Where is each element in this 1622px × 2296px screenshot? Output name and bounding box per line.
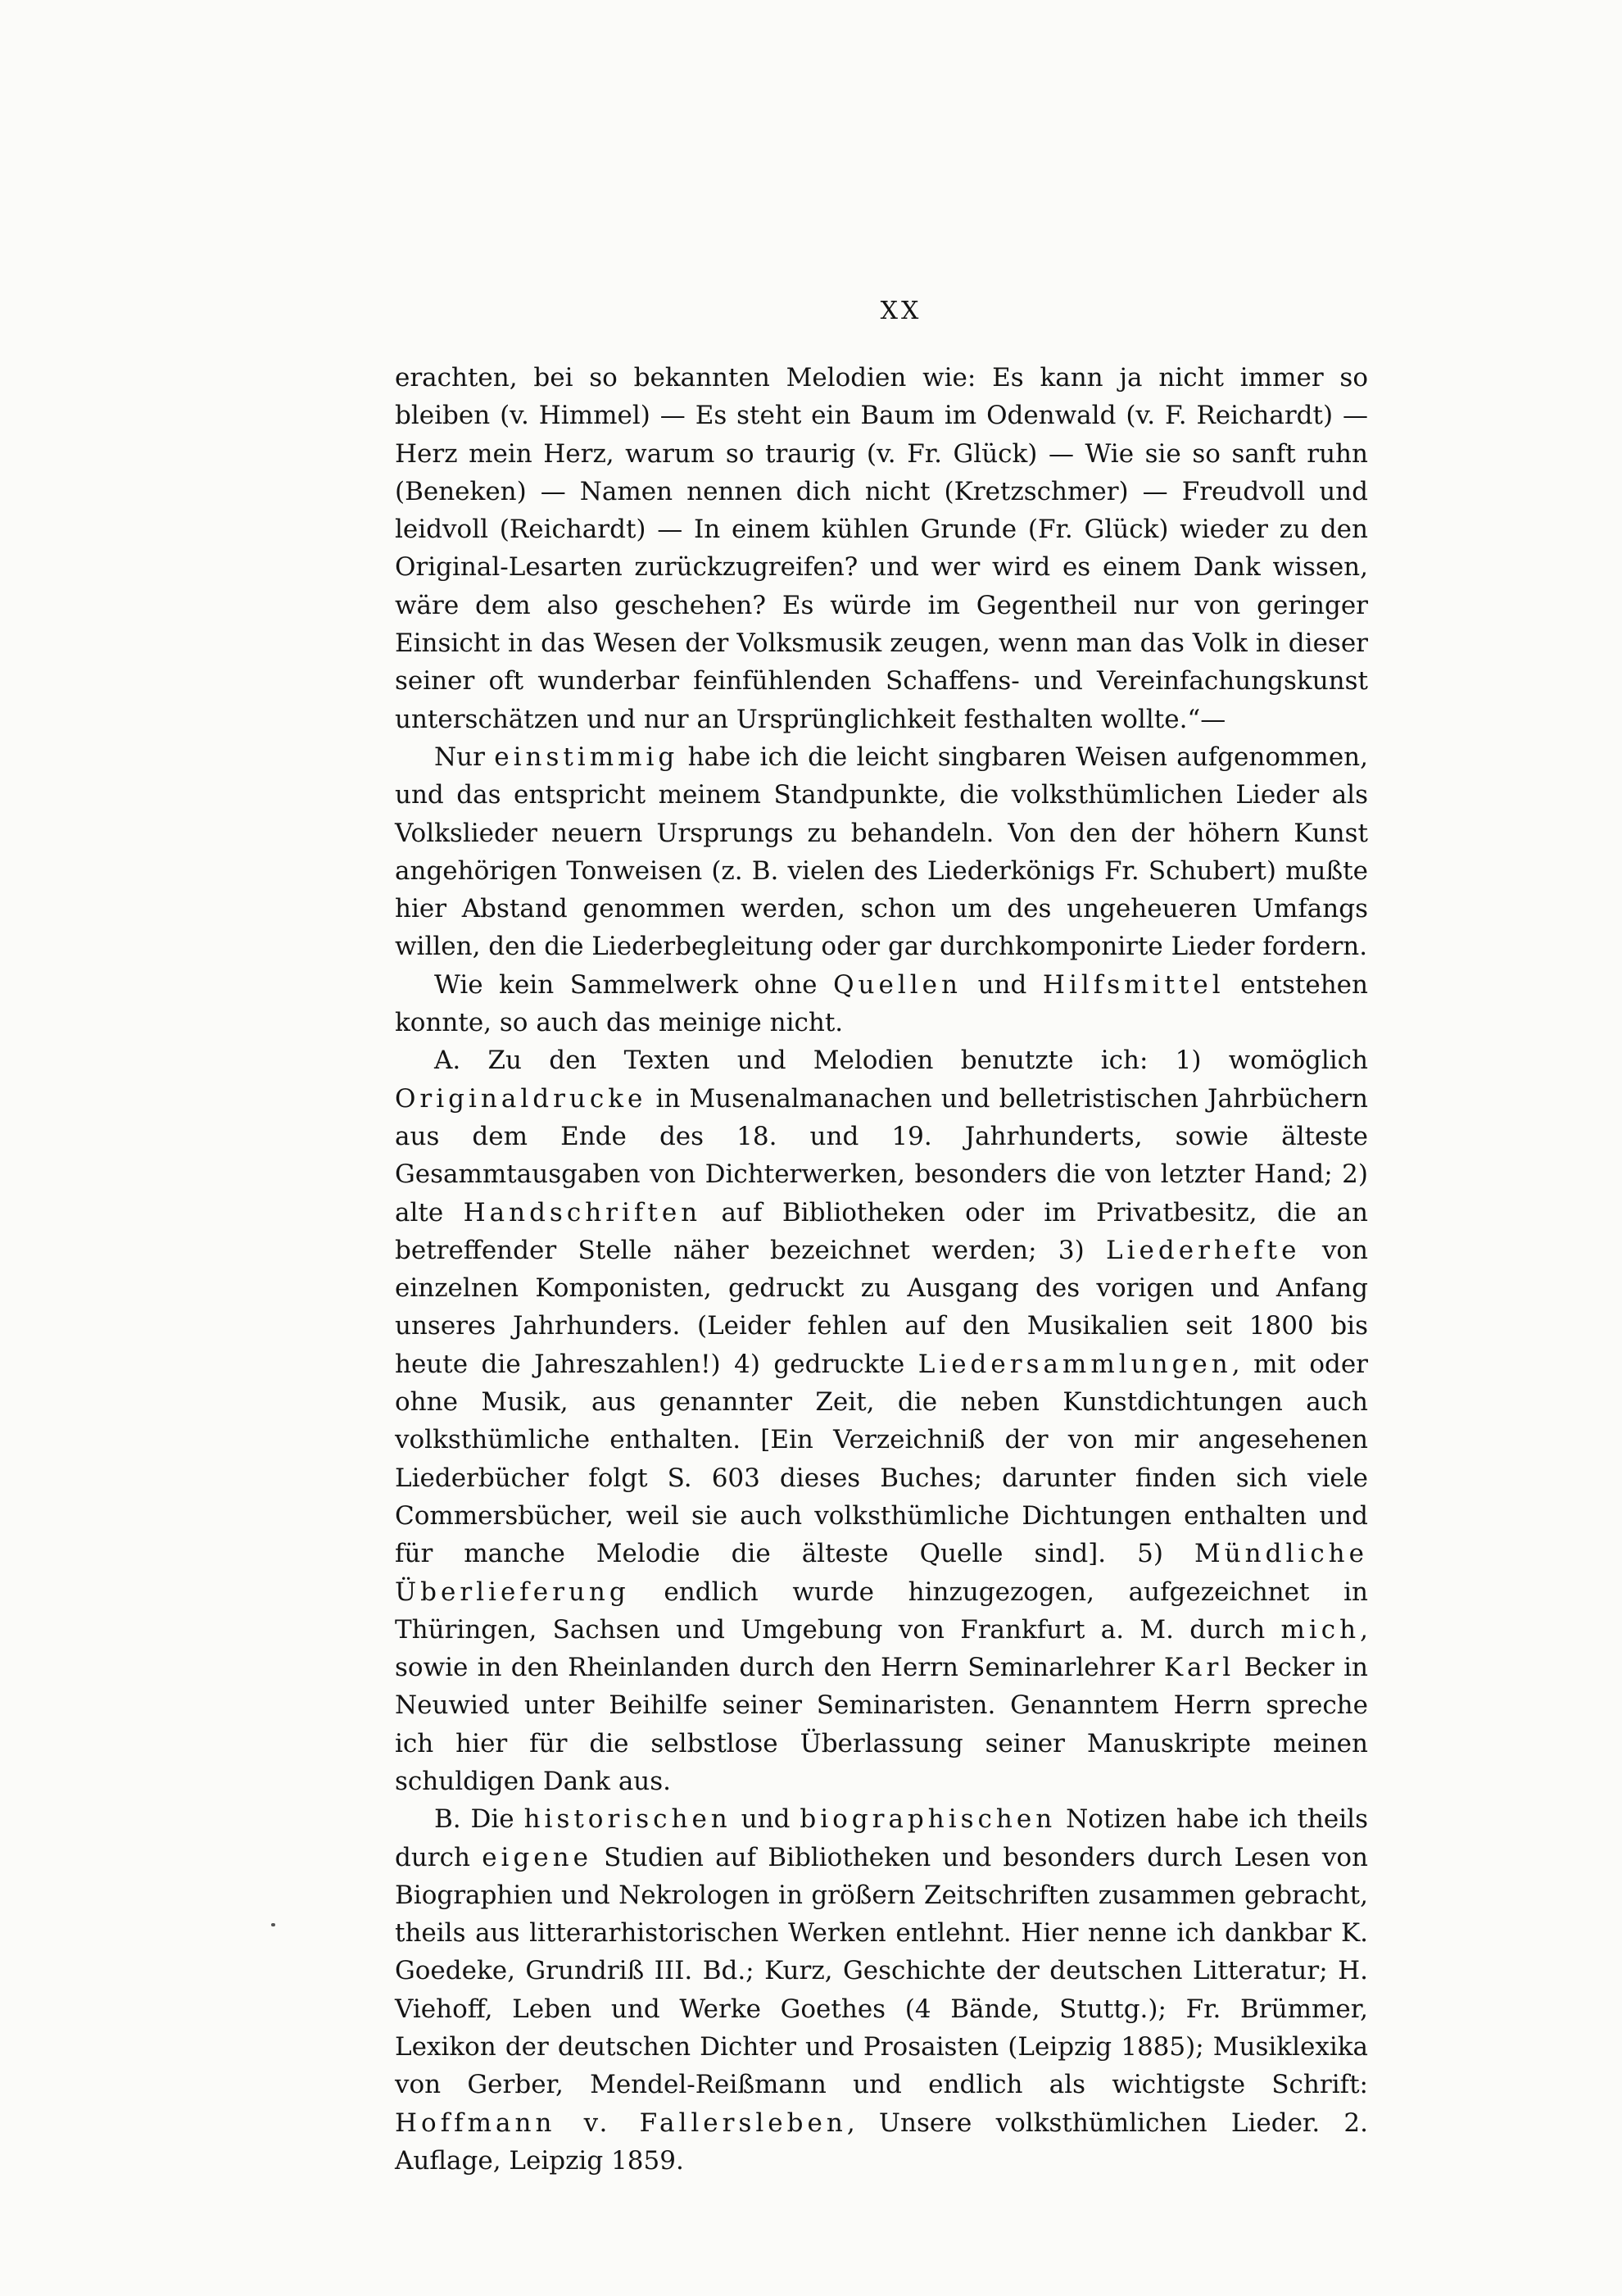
emphasis-spaced: Originaldrucke (395, 1083, 647, 1114)
text-run: Nur (434, 742, 495, 772)
emphasis-spaced: Liederhefte (1106, 1235, 1301, 1265)
text-run: in Musenalmanachen und belletristischen Jahrbüchern aus dem Ende des 18. und 19. Jahrhunderts, sowie älteste Gesammtausgaben von Dichterwerken, besonders die von letzter Hand; 2) alte (395, 1083, 1368, 1227)
emphasis-spaced: Hilfsmittel (1042, 969, 1225, 1000)
text-run: Notizen habe ich theils durch (395, 1804, 1369, 1872)
text-run: , Unsere volksthümlichen Lieder. 2. Auflage, Leipzig 1859. (395, 2108, 1368, 2176)
paragraph-einstimmig (395, 738, 1368, 966)
text-run: , mit oder ohne Musik, aus genannter Zeit, die neben Kunstdichtungen auch volksthümliche enthalten. [Ein Verzeichniß der von mir angesehenen Liederbücher folgt S. 603 dieses Buches; darunter finden sich viele Commersbücher, weil sie auch volksthümliche Dichtungen enthalten und für manche Melodie die älteste Quelle sind]. 5) (395, 1349, 1368, 1569)
paragraph-section-a (395, 1041, 1368, 1800)
text-run: habe ich die leicht singbaren Weisen aufgenommen, und das entspricht meinem Standpunkte, die volksthümlichen Lieder als Volkslieder neuern Ursprungs zu behandeln. Von den der höhern Kunst angehörigen Tonweisen (z. B. vielen des Liederkönigs Fr. Schubert) mußte hier Abstand genommen werden, schon um des ungeheueren Umfangs willen, den die Liederbegleitung oder gar durchkomponirte Lieder fordern. (395, 742, 1368, 962)
emphasis-spaced: eigene (482, 1842, 592, 1872)
text-run: A. Zu den Texten und Melodien benutzte ich: 1) womöglich (434, 1046, 1368, 1076)
text-run: erachten, bei so bekannten Melodien wie: Es kann ja nicht immer so bleiben (v. Himmel) — Es steht ein Baum im Odenwald (v. F. Reichardt) — Herz mein Herz, warum so traurig (v. Fr. Glück) — Wie sie so sanft ruhn (Beneken) — Namen nennen dich nicht (Kretzschmer) — Freudvoll und leidvoll (Reichardt) — In einem kühlen Grunde (Fr. Glück) wieder zu den Original-Lesarten zurückzugreifen? und wer wird es einem Dank wissen, wäre dem also geschehen? Es würde im Gegentheil nur von geringer Einsicht in das Wesen der Volksmusik zeugen, wenn man das Volk in dieser seiner oft wunderbar feinfühlenden Schaffens- und Vereinfachungskunst unterschätzen und nur an Ursprünglichkeit festhalten wollte.“— (395, 363, 1368, 734)
text-run: und (731, 1804, 800, 1835)
paragraph-continuation (395, 359, 1368, 738)
emphasis-spaced: Karl (1163, 1653, 1235, 1683)
emphasis-spaced: Mündliche Überlieferung (395, 1539, 1368, 1607)
emphasis-spaced: Quellen (833, 969, 962, 1000)
text-run: Becker in Neuwied unter Beihilfe seiner Seminaristen. Genanntem Herrn spreche ich hier für die selbstlose Überlassung seiner Manuskripte meinen schuldigen Dank aus. (395, 1653, 1368, 1796)
text-run: auf Bibliotheken oder im Privatbesitz, die an betreffender Stelle näher bezeichnet werden; 3) (395, 1197, 1369, 1265)
emphasis-spaced: mich (1280, 1614, 1361, 1645)
ink-speck (271, 1923, 275, 1926)
emphasis-spaced: biographischen (800, 1804, 1057, 1835)
emphasis-spaced: Hoffmann v. Fallersleben (395, 2108, 847, 2138)
paragraph-quellen (395, 966, 1368, 1042)
text-run: Studien auf Bibliotheken und besonders durch Lesen von Biographien und Nekrologen in größern Zeitschriften zusammen gebracht, theils aus litterarhistorischen Werken entlehnt. Hier nenne ich dankbar K. Goedeke, Grundriß III. Bd.; Kurz, Geschichte der deutschen Litteratur; H. Viehoff, Leben und Werke Goethes (4 Bände, Stuttg.); Fr. Brümmer, Lexikon der deutschen Dichter und Prosaisten (Leipzig 1885); Musiklexika von Gerber, Mendel-Reißmann und endlich als wichtigste Schrift: (395, 1842, 1368, 2100)
paragraph-section-b (395, 1800, 1368, 2180)
text-run: , sowie in den Rheinlanden durch den Herrn Seminarlehrer (395, 1614, 1368, 1683)
text-run: Wie kein Sammelwerk ohne (434, 969, 834, 1000)
text-run: B. Die (434, 1804, 524, 1835)
text-run: endlich wurde hinzugezogen, aufgezeichnet in Thüringen, Sachsen und Umgebung von Frankfurt a. M. durch (395, 1577, 1368, 1645)
text-block (395, 359, 1368, 2180)
text-run: entstehen konnte, so auch das meinige nicht. (395, 969, 1368, 1038)
emphasis-spaced: Liedersammlungen (917, 1349, 1232, 1379)
emphasis-spaced: historischen (523, 1804, 732, 1835)
text-run: von einzelnen Komponisten, gedruckt zu Ausgang des vorigen und Anfang unseres Jahrhunders. (Leider fehlen auf den Musikalien seit 1800 bis heute die Jahreszahlen!) 4) gedruckte (395, 1235, 1368, 1379)
emphasis-spaced: einstimmig (494, 742, 679, 772)
emphasis-spaced: Handschriften (463, 1197, 702, 1227)
page-number: XX (880, 297, 922, 325)
text-run: und (961, 969, 1043, 1000)
